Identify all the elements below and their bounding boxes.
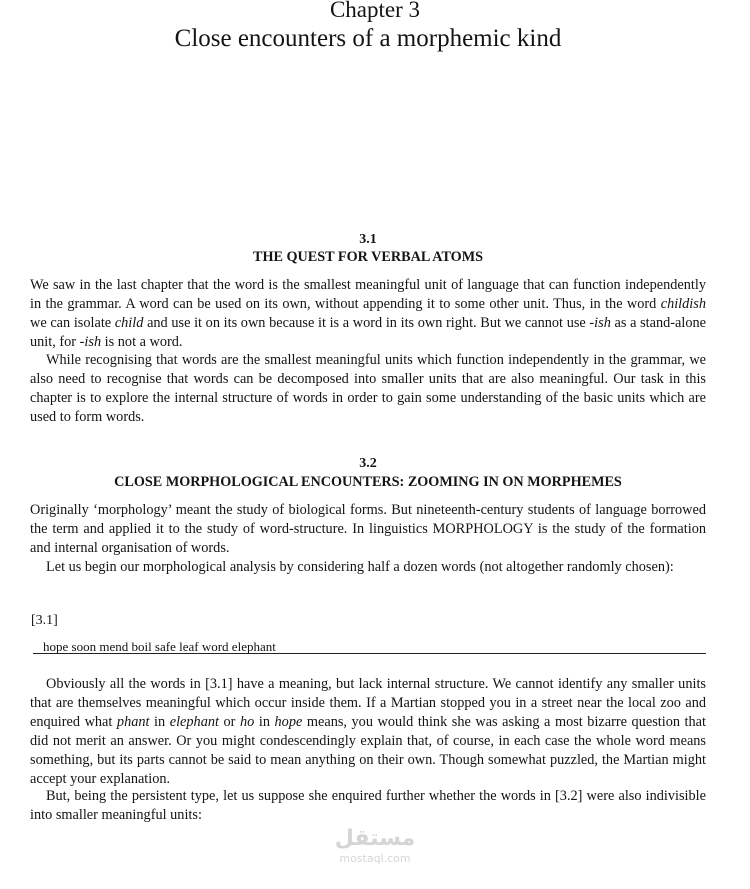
italic-term: hope: [274, 713, 303, 730]
section-3-2-title: CLOSE MORPHOLOGICAL ENCOUNTERS: ZOOMING IN ON MORPHEMES: [114, 474, 622, 490]
italic-term: -ish: [79, 333, 102, 350]
text-run: and use it on its own because it is a word in its own right. But we cannot use: [143, 314, 590, 331]
section-3-1-title: THE QUEST FOR VERBAL ATOMS: [253, 249, 483, 265]
text-run: Obviously all the words in [3.1] have a meaning, but lack internal structure. We cannot identify any smaller units that are themselves meaningful which occur inside them. If a Martian stopped you in a street near the local zoo and enquired what: [30, 676, 706, 730]
italic-term: childish: [660, 295, 706, 312]
example-rule: [33, 653, 706, 654]
italic-term: elephant: [169, 713, 219, 730]
section-3-2-paragraph-1: Originally ‘morphology’ meant the study of biological forms. But nineteenth-century students of language borrowed the term and applied it to the study of word-structure. In linguistics MORPHOLOGY is the study of the formation and internal organisation of words.: [30, 502, 706, 556]
section-3-2-number: 3.2: [359, 456, 377, 471]
italic-term: child: [114, 314, 144, 331]
text-run: We saw in the last chapter that the word is the smallest meaningful unit of language that can function independently in the grammar. A word can be used on its own, without appending it to some other unit. Thus, in the word: [30, 277, 706, 312]
section-3-1-number: 3.1: [359, 232, 377, 247]
section-3-1-paragraph-2: While recognising that words are the smallest meaningful units which function independently in the grammar, we also need to recognise that words can be decomposed into smaller units that are also meaningful. Our task in this chapter is to explore the internal structure of words in order to gain some understanding of the basic units which are used to form words.: [30, 352, 706, 425]
text-run: is not a word.: [101, 333, 183, 350]
text-run: as a stand-alone unit, for: [30, 314, 706, 350]
section-3-2-paragraph-2: Let us begin our morphological analysis by considering half a dozen words (not altogether randomly chosen):: [46, 559, 674, 575]
watermark-logo: مستقل: [334, 826, 416, 851]
chapter-number: Chapter 3: [329, 0, 421, 22]
text-run: or: [218, 713, 240, 730]
text-run: in: [254, 713, 275, 730]
text-run: means, you would think she was asking a most bizarre question that did not merit an answer. Or you might condescendingly explain that, of course, in each case the whole word means something, but its parts cannot be said to mean anything on their own. Though somewhat puzzled, the Martian might accept your explanation.: [30, 713, 706, 787]
section-3-2-paragraph-4: But, being the persistent type, let us suppose she enquired further whether the words in [3.2] were also indivisible into smaller meaningful units:: [30, 788, 706, 823]
watermark-text: mostaql.com: [339, 852, 411, 865]
example-words: hope soon mend boil safe leaf word elephant: [43, 639, 276, 654]
mostaql-watermark: [326, 826, 424, 874]
italic-term: ho: [240, 713, 255, 730]
italic-term: -ish: [589, 314, 611, 331]
text-run: in: [149, 713, 170, 730]
italic-term: phant: [116, 713, 150, 730]
section-3-2-paragraph-3: [30, 675, 706, 788]
example-label: [3.1]: [31, 613, 58, 628]
chapter-title: Close encounters of a morphemic kind: [174, 25, 562, 52]
section-3-1-paragraph-1: [30, 276, 706, 352]
text-run: we can isolate: [30, 314, 115, 331]
